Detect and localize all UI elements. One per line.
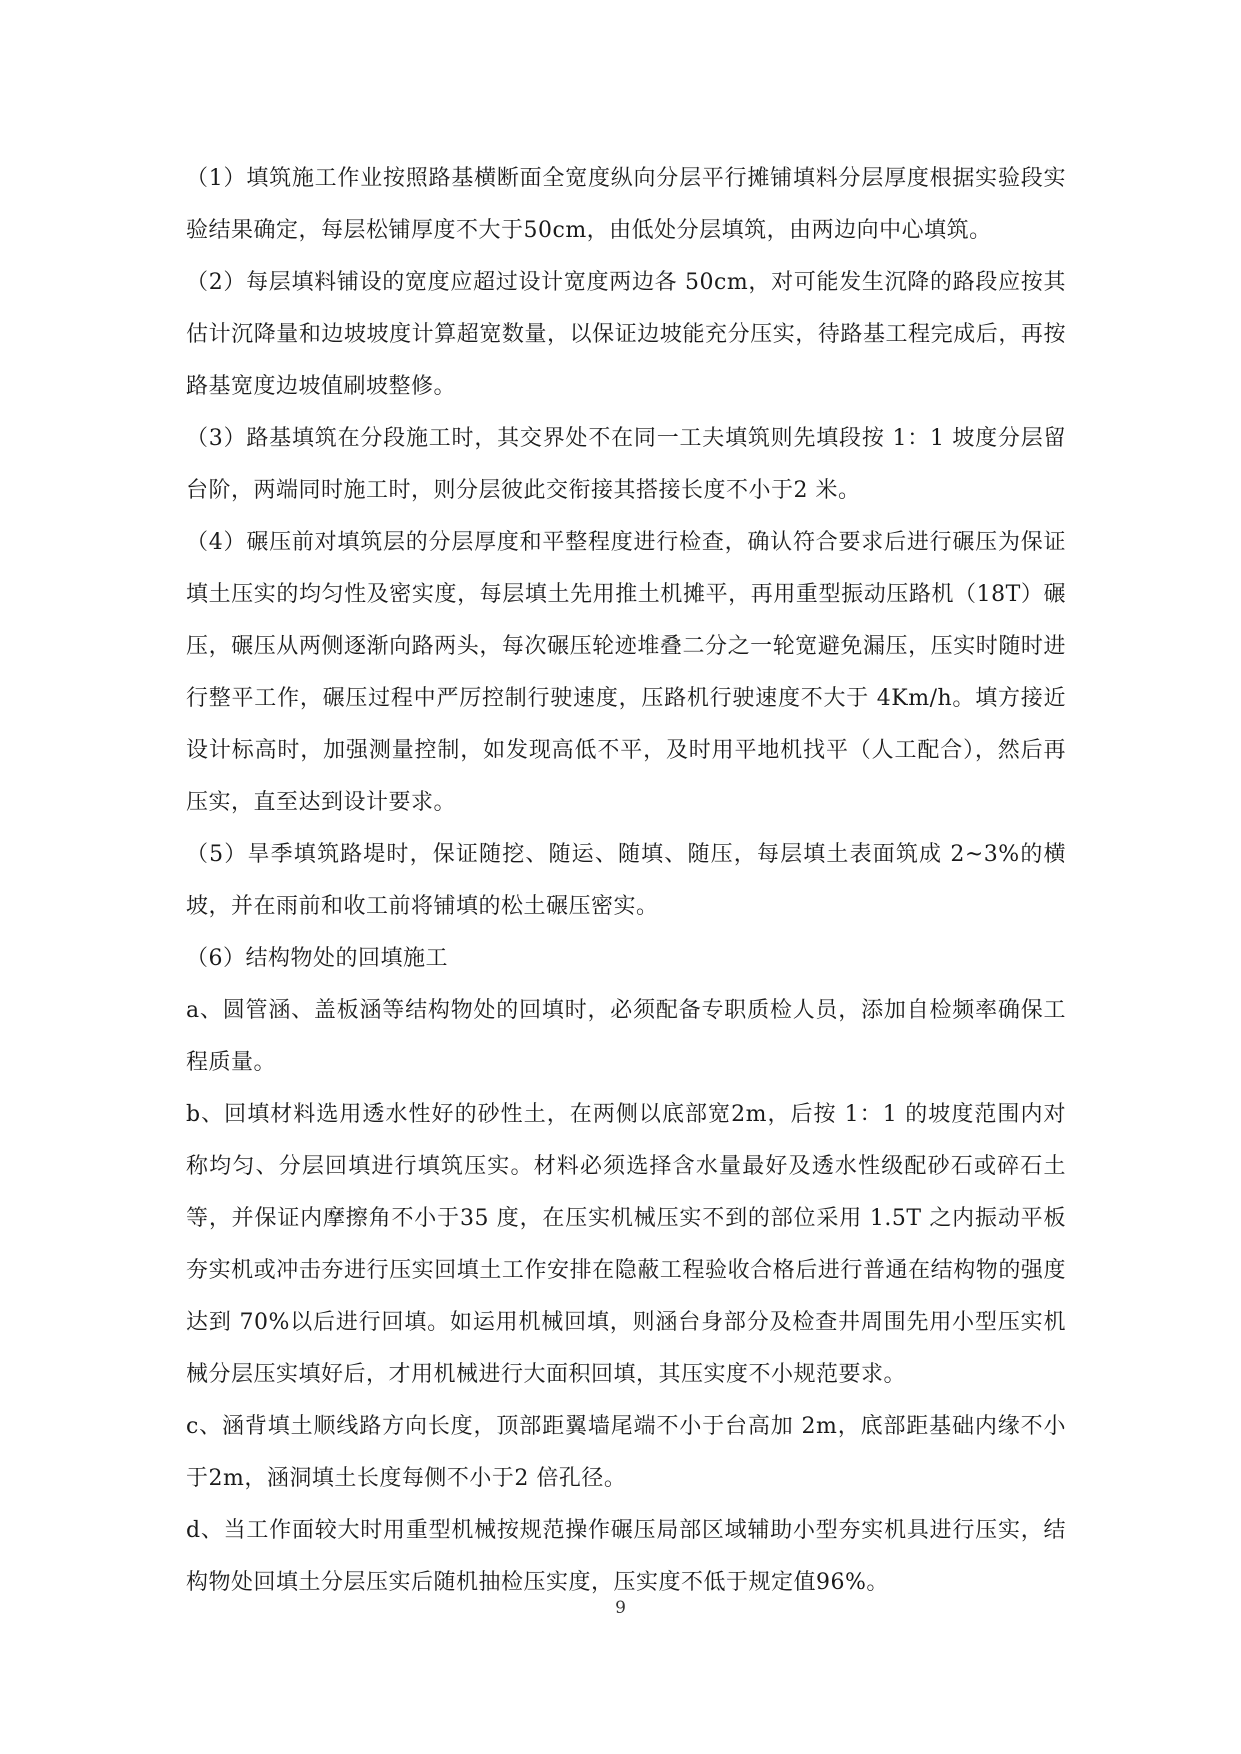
paragraph-a: a、圆管涵、盖板涵等结构物处的回填时，必须配备专职质检人员，添加自检频率确保工程质量。	[186, 998, 1066, 1075]
paragraph-b: b、回填材料选用透水性好的砂性土，在两侧以底部宽2m，后按 1：1 的坡度范围内对称均匀、分层回填进行填筑压实。材料必须选择含水量最好及透水性级配砂石或碎石土等，并保证内摩擦角不小于35 度，在压实机械压实不到的部位采用 1.5T 之内振动平板夯实机或冲击夯进行压实回填土工作安排在隐蔽工程验收合格后进行普通在结构物的强度达到 70%以后进行回填。如运用机械回填，则涵台身部分及检查井周围先用小型压实机械分层压实填好后，才用机械进行大面积回填，其压实度不小规范要求。	[186, 1102, 1066, 1387]
paragraph-4: （4）碾压前对填筑层的分层厚度和平整程度进行检查，确认符合要求后进行碾压为保证填土压实的均匀性及密实度，每层填土先用推土机摊平，再用重型振动压路机（18T）碾压，碾压从两侧逐渐向路两头，每次碾压轮迹堆叠二分之一轮宽避免漏压，压实时随时进行整平工作，碾压过程中严厉控制行驶速度，压路机行驶速度不大于 4Km/h。填方接近设计标高时，加强测量控制，如发现高低不平，及时用平地机找平（人工配合），然后再压实，直至达到设计要求。	[186, 530, 1066, 815]
paragraph-6-heading: （6）结构物处的回填施工	[186, 946, 448, 971]
paragraph-c: c、涵背填土顺线路方向长度，顶部距翼墙尾端不小于台高加 2m，底部距基础内缘不小于2m，涵洞填土长度每侧不小于2 倍孔径。	[186, 1414, 1066, 1491]
paragraph-d: d、当工作面较大时用重型机械按规范操作碾压局部区域辅助小型夯实机具进行压实，结构物处回填土分层压实后随机抽检压实度，压实度不低于规定值96%。	[186, 1518, 1066, 1595]
paragraph-1: （1）填筑施工作业按照路基横断面全宽度纵向分层平行摊铺填料分层厚度根据实验段实验结果确定，每层松铺厚度不大于50cm，由低处分层填筑，由两边向中心填筑。	[186, 166, 1066, 243]
paragraph-2: （2）每层填料铺设的宽度应超过设计宽度两边各 50cm，对可能发生沉降的路段应按其估计沉降量和边坡坡度计算超宽数量，以保证边坡能充分压实，待路基工程完成后，再按路基宽度边坡值刷坡整修。	[186, 270, 1066, 399]
document-body	[186, 153, 1066, 1609]
paragraph-5: （5）旱季填筑路堤时，保证随挖、随运、随填、随压，每层填土表面筑成 2~3%的横坡，并在雨前和收工前将铺填的松土碾压密实。	[186, 842, 1066, 919]
paragraph-3: （3）路基填筑在分段施工时，其交界处不在同一工夫填筑则先填段按 1：1 坡度分层留台阶，两端同时施工时，则分层彼此交衔接其搭接长度不小于2 米。	[186, 426, 1066, 503]
page-number: 9	[615, 1598, 626, 1618]
